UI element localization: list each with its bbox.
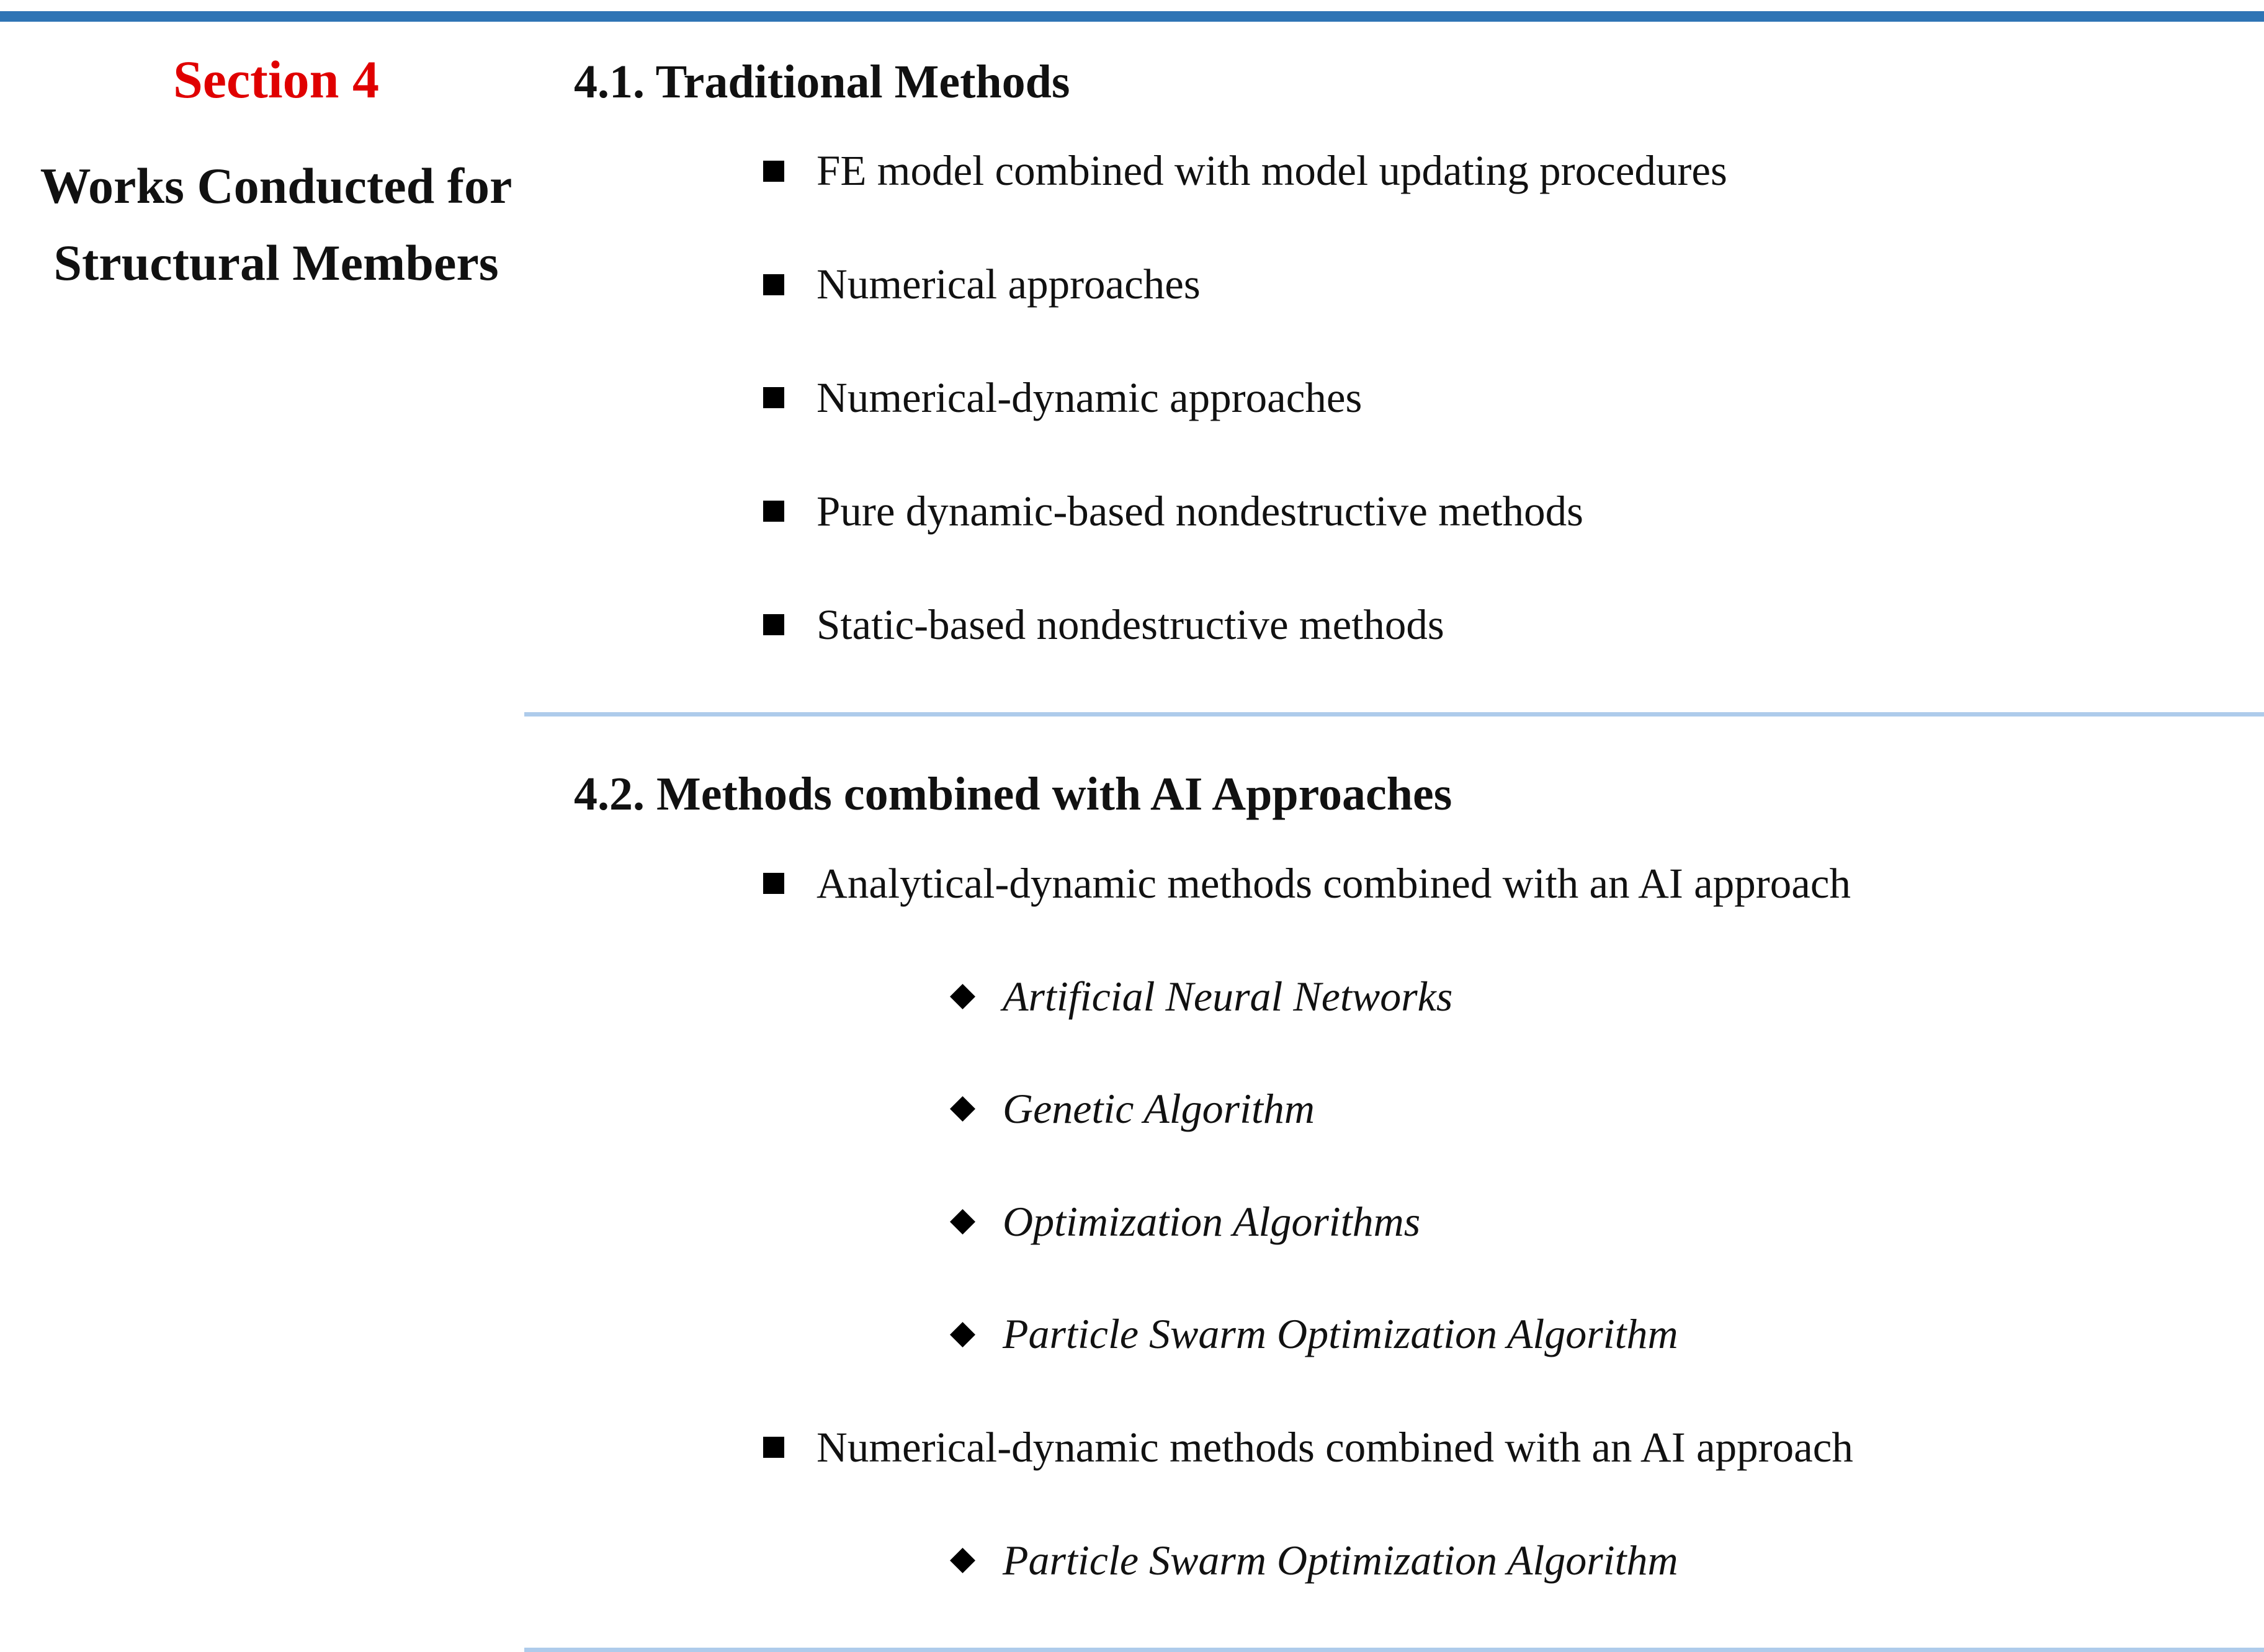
bullet-row (763, 858, 2264, 909)
bullet-row (763, 1422, 2264, 1473)
list-item (763, 259, 2264, 310)
bullet-text: FE model combined with model updating procedures (817, 147, 1727, 195)
square-bullet-icon (763, 387, 784, 408)
section-4-2 (574, 767, 2264, 1586)
sub-list-item (954, 1197, 2264, 1248)
bullet-text: Numerical-dynamic methods combined with an AI approach (817, 1423, 1853, 1471)
sub-bullet-row (954, 1535, 2264, 1586)
list-item (763, 486, 2264, 537)
square-bullet-icon (763, 501, 784, 522)
list-item (763, 599, 2264, 651)
section-title: Works Conducted for Structural Members (40, 157, 512, 292)
section-4-1 (574, 55, 2264, 650)
section-divider (524, 712, 2264, 717)
bullet-row (763, 259, 2264, 310)
list-item (763, 1422, 2264, 1586)
list-item (763, 858, 2264, 1360)
sub-list-item (954, 1535, 2264, 1586)
sub-bullet-list (763, 971, 2264, 1360)
sub-bullet-text: Genetic Algorithm (1003, 1085, 1315, 1133)
sub-list-item (954, 971, 2264, 1022)
square-bullet-icon (763, 161, 784, 182)
bullet-row (763, 372, 2264, 424)
square-bullet-icon (763, 274, 784, 295)
bottom-divider (524, 1648, 2264, 1652)
bullet-row (763, 486, 2264, 537)
list-item (763, 372, 2264, 424)
sub-bullet-row (954, 1197, 2264, 1248)
sub-bullet-row (954, 1309, 2264, 1360)
subsection-heading: 4.1. Traditional Methods (574, 56, 1070, 108)
outline-content (574, 39, 2264, 1652)
square-bullet-icon (763, 614, 784, 635)
sub-list-item (954, 1309, 2264, 1360)
square-bullet-icon (763, 873, 784, 894)
diamond-bullet-icon (950, 1548, 975, 1573)
sub-bullet-row (954, 1084, 2264, 1135)
sub-bullet-list (763, 1535, 2264, 1586)
diamond-bullet-icon (950, 1209, 975, 1235)
diamond-bullet-icon (950, 1322, 975, 1347)
sub-bullet-row (954, 971, 2264, 1022)
sub-bullet-text: Artificial Neural Networks (1003, 972, 1453, 1020)
bullet-text: Pure dynamic-based nondestructive methods (817, 487, 1583, 535)
sub-bullet-text: Optimization Algorithms (1003, 1197, 1421, 1245)
square-bullet-icon (763, 1437, 784, 1458)
figure-columns (0, 39, 2264, 1652)
section-sidebar (0, 39, 546, 1652)
sub-list-item (954, 1084, 2264, 1135)
bullet-row (763, 599, 2264, 651)
diamond-bullet-icon (950, 984, 975, 1009)
bullet-list (574, 858, 2264, 1586)
sub-bullet-text: Particle Swarm Optimization Algorithm (1003, 1536, 1678, 1584)
bullet-list (574, 145, 2264, 650)
bullet-text: Analytical-dynamic methods combined with an AI approach (817, 859, 1851, 907)
bullet-text: Numerical approaches (817, 261, 1201, 308)
top-divider (0, 11, 2264, 22)
diamond-bullet-icon (950, 1096, 975, 1122)
list-item (763, 145, 2264, 197)
subsection-heading: 4.2. Methods combined with AI Approaches (574, 768, 1452, 821)
sub-bullet-text: Particle Swarm Optimization Algorithm (1003, 1310, 1678, 1358)
bullet-text: Static-based nondestructive methods (817, 601, 1444, 648)
section-number-label: Section 4 (172, 50, 380, 109)
bullet-text: Numerical-dynamic approaches (817, 373, 1362, 421)
bullet-row (763, 145, 2264, 197)
